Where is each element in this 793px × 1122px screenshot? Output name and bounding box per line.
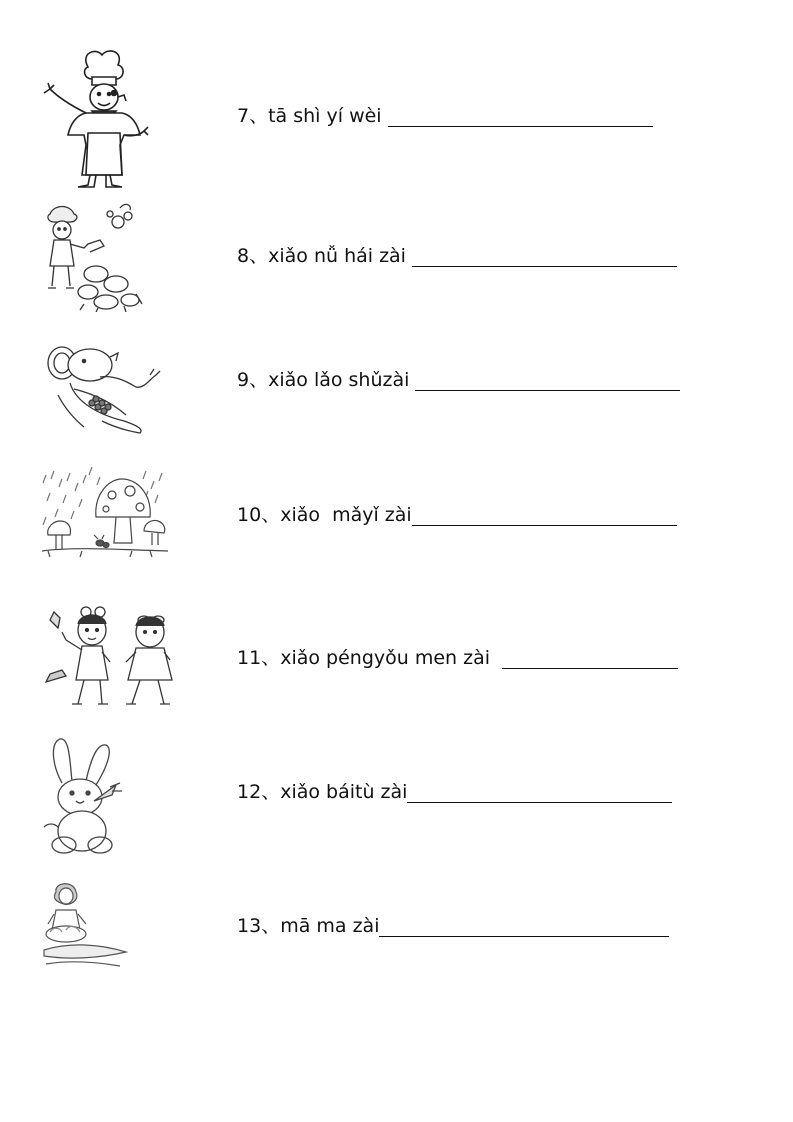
question-number: 12 (237, 781, 262, 803)
answer-blank-12[interactable] (407, 784, 672, 803)
question-prompt: xiǎo péngyǒu men zài (280, 647, 503, 669)
question-number: 7 (237, 105, 250, 127)
question-11 (237, 647, 678, 669)
question-prompt: xiǎo mǎyǐ zài (280, 504, 412, 526)
question-prompt: mā ma zài (280, 915, 380, 937)
answer-blank-10[interactable] (412, 507, 677, 526)
question-number: 8 (237, 245, 250, 267)
mouse-eating-corn-illustration (40, 335, 165, 435)
question-prompt: xiǎo lǎo shǔzài (268, 369, 416, 391)
question-row-11 (0, 600, 793, 715)
answer-blank-8[interactable] (412, 248, 677, 267)
question-row-10 (0, 465, 793, 565)
ant-under-mushroom-in-rain-illustration (40, 465, 170, 561)
question-separator: 、 (249, 245, 269, 267)
question-9 (237, 369, 680, 391)
answer-blank-11[interactable] (502, 650, 678, 669)
question-8 (237, 245, 677, 267)
question-separator: 、 (249, 369, 269, 391)
question-row-12 (0, 735, 793, 860)
question-separator: 、 (261, 915, 281, 937)
answer-blank-9[interactable] (415, 372, 680, 391)
chef-illustration (40, 45, 150, 193)
question-separator: 、 (261, 504, 281, 526)
children-playing-illustration (40, 600, 175, 712)
question-prompt: xiǎo nǚ hái zài (268, 245, 413, 267)
question-number: 9 (237, 369, 250, 391)
question-separator: 、 (249, 105, 269, 127)
question-row-8 (0, 200, 793, 315)
question-separator: 、 (261, 781, 281, 803)
question-row-13 (0, 880, 793, 975)
girl-watering-flowers-illustration (40, 200, 145, 312)
question-number: 11 (237, 647, 262, 669)
question-12 (237, 781, 672, 803)
question-row-9 (0, 335, 793, 440)
question-number: 10 (237, 504, 262, 526)
question-7 (237, 105, 653, 127)
answer-blank-7[interactable] (388, 108, 653, 127)
rabbit-eating-carrot-illustration (40, 735, 130, 857)
question-13 (237, 915, 669, 937)
mother-washing-vegetables-illustration (40, 880, 130, 972)
answer-blank-13[interactable] (379, 918, 669, 937)
question-separator: 、 (261, 647, 281, 669)
question-prompt: xiǎo báitù zài (280, 781, 408, 803)
question-number: 13 (237, 915, 262, 937)
question-prompt: tā shì yí wèi (268, 105, 388, 127)
question-row-7 (0, 45, 793, 195)
question-10 (237, 504, 677, 526)
